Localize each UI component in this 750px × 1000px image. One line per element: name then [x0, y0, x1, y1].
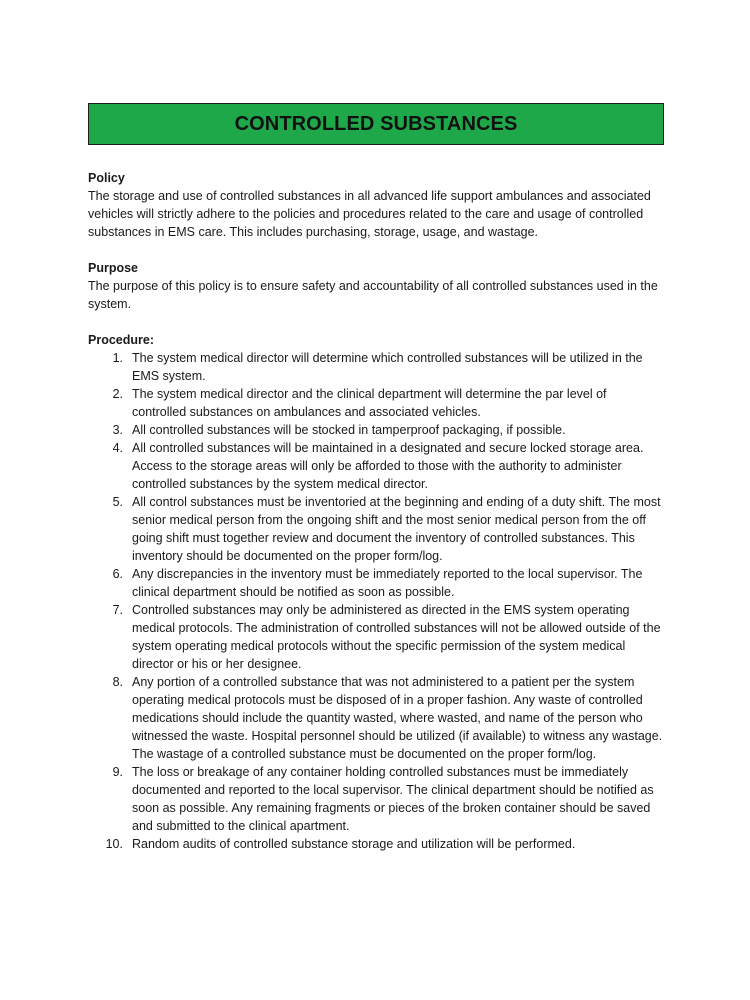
step-text: All control substances must be inventoried at the beginning and ending of a duty shift. The most senior medical person from the ongoing shift and the most senior medical person from the off going shift must together review and document the inventory of controlled substances. This inventory should be documented on the proper form/log. [132, 495, 661, 563]
step-number: 1. [112, 351, 123, 365]
procedure-step [88, 421, 664, 439]
step-text: Any portion of a controlled substance that was not administered to a patient per the system operating medical protocols must be disposed of in a proper fashion. Any waste of controlled medications should include the quantity wasted, where wasted, and name of the person who witnessed the waste. Hospital personnel should be utilized (if available) to witness any wastage. The wastage of a controlled substance must be documented on the proper form/log. [132, 675, 663, 761]
procedure-list [88, 349, 664, 853]
step-number: 3. [112, 423, 123, 437]
procedure-step [88, 835, 664, 853]
step-number: 9. [112, 765, 123, 779]
purpose-text: The purpose of this policy is to ensure safety and accountability of all controlled substances used in the system. [88, 279, 658, 311]
document-title: CONTROLLED SUBSTANCES [234, 112, 518, 135]
step-number: 10. [105, 837, 123, 851]
title-banner [88, 103, 664, 145]
step-text: All controlled substances will be stocked in tamperproof packaging, if possible. [132, 423, 566, 437]
step-text: The system medical director will determine which controlled substances will be utilized in the EMS system. [132, 351, 643, 383]
procedure-step [88, 385, 664, 421]
step-text: All controlled substances will be maintained in a designated and secure locked storage area. Access to the storage areas will only be afforded to those with the authority to administer controlled substances by the system medical director. [132, 441, 644, 491]
step-number: 7. [112, 603, 123, 617]
purpose-section [88, 259, 664, 313]
policy-section [88, 169, 664, 241]
procedure-step [88, 349, 664, 385]
policy-text: The storage and use of controlled substances in all advanced life support ambulances and associated vehicles will strictly adhere to the policies and procedures related to the care and usage of controlled substances in EMS care. This includes purchasing, storage, usage, and wastage. [88, 189, 651, 239]
procedure-step [88, 439, 664, 493]
document-page [88, 103, 664, 853]
step-number: 5. [112, 495, 123, 509]
step-text: Controlled substances may only be administered as directed in the EMS system operating medical protocols. The administration of controlled substances will not be allowed outside of the system operating medical protocols without the specific permission of the system medical director or his or her designee. [132, 603, 661, 671]
step-number: 8. [112, 675, 123, 689]
procedure-step [88, 763, 664, 835]
step-number: 2. [112, 387, 123, 401]
procedure-section [88, 331, 664, 853]
policy-heading: Policy [88, 171, 125, 185]
step-text: Any discrepancies in the inventory must be immediately reported to the local supervisor. The clinical department should be notified as soon as possible. [132, 567, 643, 599]
procedure-heading: Procedure: [88, 333, 154, 347]
step-number: 4. [112, 441, 123, 455]
step-text: The loss or breakage of any container holding controlled substances must be immediately documented and reported to the local supervisor. The clinical department should be notified as soon as possible. Any remaining fragments or pieces of the broken container should be saved and submitted to the clinical apartment. [132, 765, 654, 833]
step-number: 6. [112, 567, 123, 581]
procedure-step [88, 601, 664, 673]
purpose-heading: Purpose [88, 261, 139, 275]
step-text: The system medical director and the clinical department will determine the par level of controlled substances on ambulances and associated vehicles. [132, 387, 607, 419]
procedure-step [88, 493, 664, 565]
step-text: Random audits of controlled substance storage and utilization will be performed. [132, 837, 576, 851]
procedure-step [88, 565, 664, 601]
procedure-step [88, 673, 664, 763]
